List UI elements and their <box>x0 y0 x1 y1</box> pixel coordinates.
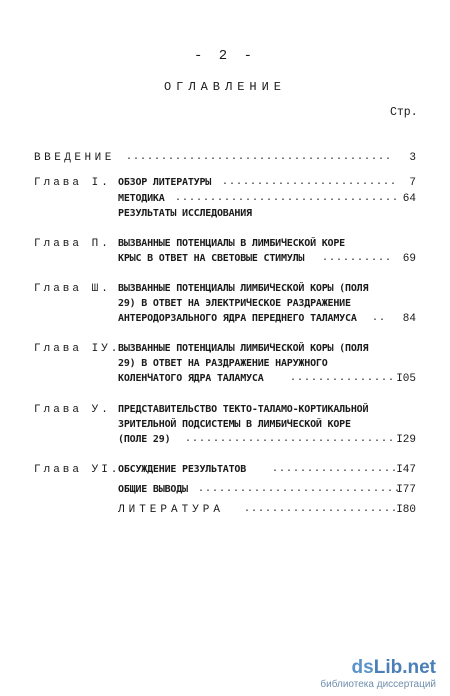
toc-row <box>0 298 450 314</box>
toc-row-introduction <box>0 152 450 168</box>
toc-page: I29 <box>396 434 416 446</box>
toc-row <box>0 253 450 269</box>
toc-chapter: Глава Ш. <box>34 283 111 295</box>
toc-chapter: Глава П. <box>34 238 111 250</box>
toc-leader-dots: ................................ <box>175 193 400 204</box>
page-title: ОГЛАВЛЕНИЕ <box>163 80 286 94</box>
toc-entry-text: ВЫЗВАННЫЕ ПОТЕНЦИАЛЫ ЛИМБИЧЕСКОЙ КОРЫ (ПОЛЯ <box>118 343 369 354</box>
toc-row <box>0 238 450 254</box>
toc-row <box>0 283 450 299</box>
toc-leader-dots: ............................. <box>198 484 402 495</box>
toc-row <box>0 373 450 389</box>
toc-entry-text: (ПОЛЕ 29) <box>118 434 171 445</box>
toc-row <box>0 419 450 435</box>
toc-row <box>0 193 450 209</box>
toc-row <box>0 404 450 420</box>
dslib-watermark <box>320 657 436 690</box>
toc-entry-text: КОЛЕНЧАТОГО ЯДРА ТАЛАМУСА <box>118 373 264 384</box>
toc-entry-text: ОБЗОР ЛИТЕРАТУРЫ <box>118 177 212 188</box>
toc-page: I77 <box>396 484 416 496</box>
toc-leader-dots: ............... <box>290 373 396 384</box>
page-column-label: Стр. <box>390 106 418 119</box>
toc-chapter: ВВЕДЕНИЕ <box>34 152 115 164</box>
toc-entry-text: АНТЕРОДОРЗАЛЬНОГО ЯДРА ПЕРЕДНЕГО ТАЛАМУСА <box>118 313 357 324</box>
watermark-logo-text <box>320 657 436 679</box>
toc-entry-text: ЗРИТЕЛЬНОЙ ПОДСИСТЕМЫ В ЛИМБИЧЕСКОЙ КОРЕ <box>118 419 351 430</box>
toc-row <box>0 504 450 520</box>
toc-row <box>0 313 450 329</box>
toc-entry-text: МЕТОДИКА <box>118 193 165 204</box>
toc-page: 84 <box>402 313 416 325</box>
toc-leader-dots: .. <box>372 313 387 324</box>
toc-leader-dots: ...................................... <box>126 152 393 163</box>
toc-entry-text: 29) В ОТВЕТ НА РАЗДРАЖЕНИЕ НАРУЖНОГО <box>118 358 328 369</box>
toc-page: I47 <box>396 464 416 476</box>
toc-row <box>0 343 450 359</box>
toc-entry-text: ВЫЗВАННЫЕ ПОТЕНЦИАЛЫ В ЛИМБИЧЕСКОЙ КОРЕ <box>118 238 345 249</box>
toc-row <box>0 208 450 224</box>
watermark-brand-rest: Lib.net <box>373 657 436 678</box>
toc-entry-text: ЛИТЕРАТУРА <box>118 504 225 516</box>
toc-entry-text: РЕЗУЛЬТАТЫ ИССЛЕДОВАНИЯ <box>118 208 252 219</box>
toc-page: 3 <box>409 152 416 164</box>
toc-chapter: Глава I. <box>34 177 111 189</box>
toc-leader-dots: .................. <box>272 464 399 475</box>
toc-entry-text: КРЫС В ОТВЕТ НА СВЕТОВЫЕ СТИМУЛЫ <box>118 253 305 264</box>
toc-row <box>0 434 450 450</box>
toc-row <box>0 464 450 480</box>
toc-entry-text: 29) В ОТВЕТ НА ЭЛЕКТРИЧЕСКОЕ РАЗДРАЖЕНИЕ <box>118 298 351 309</box>
page-number: - 2 - <box>193 48 256 64</box>
watermark-subtitle: библиотека диссертаций <box>320 679 436 690</box>
toc-entry-text: ОБСУЖДЕНИЕ РЕЗУЛЬТАТОВ <box>118 464 247 475</box>
toc-row <box>0 177 450 193</box>
toc-row <box>0 358 450 374</box>
toc-leader-dots: ...................... <box>244 504 399 515</box>
toc-entry-text: ОБЩИЕ ВЫВОДЫ <box>118 484 188 495</box>
toc-entry-text: ПРЕДСТАВИТЕЛЬСТВО ТЕКТО-ТАЛАМО-КОРТИКАЛЬНОЙ <box>118 404 369 415</box>
toc-row <box>0 484 450 500</box>
toc-chapter: Глава УI. <box>34 464 121 476</box>
toc-chapter: Глава У. <box>34 404 111 416</box>
toc-page: I05 <box>396 373 416 385</box>
toc-page: 64 <box>402 193 416 205</box>
toc-chapter: Глава IУ. <box>34 343 121 355</box>
toc-leader-dots: .......... <box>322 253 393 264</box>
toc-page: I80 <box>396 504 416 516</box>
toc-page: 7 <box>409 177 416 189</box>
toc-leader-dots: .............................. <box>185 434 396 445</box>
toc-page: 69 <box>402 253 416 265</box>
watermark-brand-ds: ds <box>351 657 374 678</box>
toc-entry-text: ВЫЗВАННЫЕ ПОТЕНЦИАЛЫ ЛИМБИЧЕСКОЙ КОРЫ (ПОЛЯ <box>118 283 369 294</box>
toc-leader-dots: ......................... <box>222 177 398 188</box>
